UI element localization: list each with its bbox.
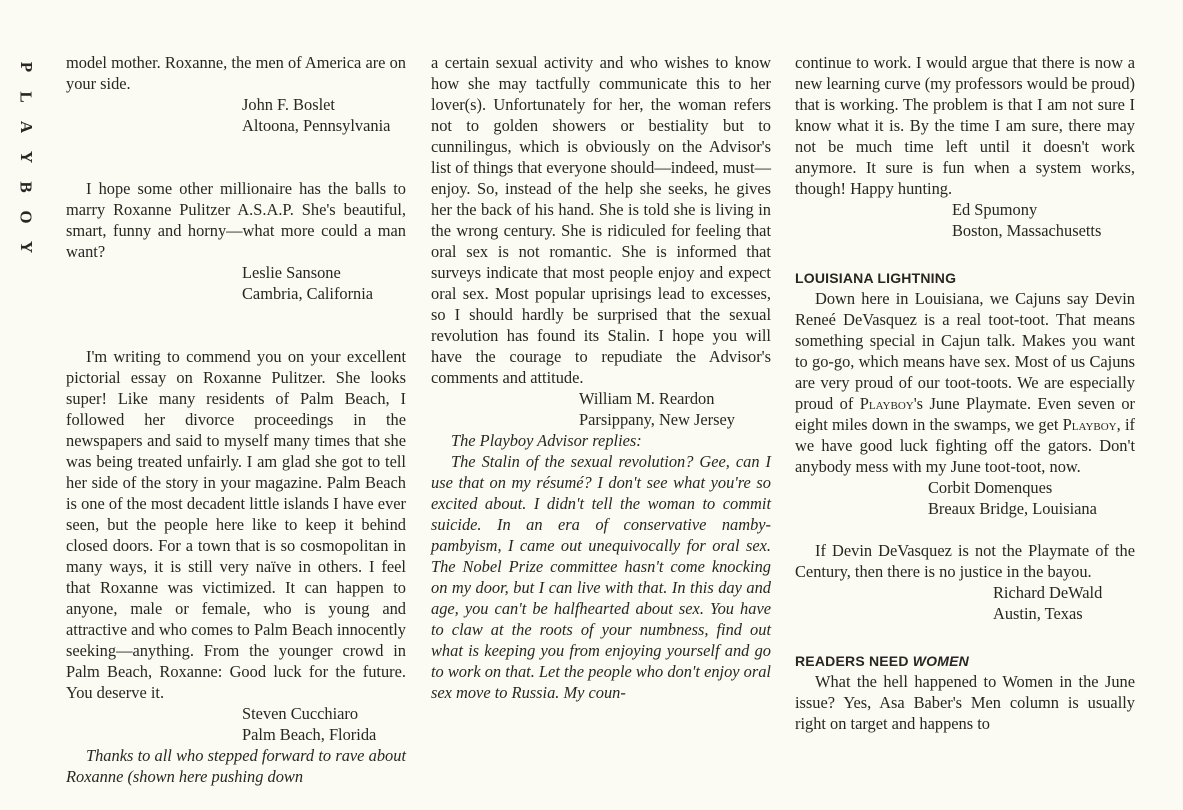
section-heading (795, 651, 1135, 671)
signature-name: Richard DeWald (993, 583, 1103, 602)
signature-name: Steven Cucchiaro (242, 704, 359, 723)
side-tab-letter: B (17, 181, 36, 193)
signature-place: Palm Beach, Florida (242, 725, 377, 744)
signature-name: Ed Spumony (952, 200, 1038, 219)
letter-text: What the hell happened to Women in the June issue? Yes, Asa Baber's Men column is usually right on target and happens to (795, 672, 1135, 733)
letter-text: I'm writing to commend you on your excellent pictorial essay on Roxanne Pulitzer. She looks super! Like many residents of Palm Beach, I followed her divorce proceedings in the newspapers and said to myself many times that she was being treated unfairly. I am glad she got to tell her side of the story in your magazine. Palm Beach is one of the most decadent little islands I have ever seen, but the people here like to keep it behind closed doors. For a town that is so cosmopolitan in many ways, it is still very naïve in others. I feel that Roxanne was victimized. It can happen to anyone, male or female, who is young and attractive and who comes to Palm Beach innocently seeking—anything. From the younger crowd in Palm Beach, Roxanne: Good luck for the future. You deserve it. (66, 347, 407, 702)
column-1 (66, 52, 406, 787)
signature-place: Breaux Bridge, Louisiana (928, 499, 1097, 518)
letter-text: I hope some other millionaire has the balls to marry Roxanne Pulitzer A.S.A.P. She's beautiful, smart, funny and horny—what more could a man want? (66, 179, 406, 261)
side-tab-letter: L (17, 91, 36, 103)
column-2 (431, 52, 771, 703)
signature-name: Leslie Sansone (242, 263, 341, 282)
column-3 (795, 52, 1135, 734)
letter-text: If Devin DeVasquez is not the Playmate of the Century, then there is no justice in the bayou. (795, 541, 1135, 581)
signature-name: William M. Reardon (579, 389, 715, 408)
heading-part: WOMEN (912, 653, 969, 669)
advisor-reply-heading: The Playboy Advisor replies: (451, 431, 642, 450)
letter-text: continue to work. I would argue that there is now a new learning curve (my professors would be proud) that is working. The problem is that I am not sure I know what it is. By the time I am sure, there may not be much time left until it doesn't work anymore. It sure is fun when a system works, though! Happy hunting. (795, 53, 1136, 198)
letter-text-part: , if we have good luck fighting off the gators. Don't anybody mess with my June toot-toot, now. (795, 415, 1135, 476)
side-tab-letter: O (16, 210, 36, 224)
letter-text (795, 288, 1135, 477)
heading-part: READERS NEED (795, 653, 913, 669)
playboy-side-tab (14, 52, 38, 262)
playboy-name: Playboy (1062, 415, 1117, 434)
advisor-reply: The Stalin of the sexual revolution? Gee, can I use that on my résumé? I don't see what you're so excited about. I didn't tell the woman to commit suicide. In an era of conservative namby-pambyism, I came out unequivocally for oral sex. The Nobel Prize committee hasn't come knocking on my door, but I can live with that. In this day and age, you can't be halfhearted about sex. You have to claw at the roots of your numbness, find out what is keeping you from enjoying yourself and go to work on that. Let the people who don't enjoy oral sex move to Russia. My coun- (431, 452, 771, 702)
letter-text-part: Down here in Louisiana, we Cajuns say Devin Reneé DeVasquez is a real toot-toot. That means something special in Cajun talk. Makes you want to go-go, which means have sex. Most of us Cajuns are very proud of our toot-toots. We are especially proud of (795, 289, 1135, 413)
signature-name: John F. Boslet (242, 95, 335, 114)
playboy-name: Playboy (859, 394, 914, 413)
signature-name: Corbit Domenques (928, 478, 1053, 497)
letter-text: a certain sexual activity and who wishes to know how she may tactfully communicate this to her lover(s). Unfortunately for her, the woman refers not to golden showers or bestiality but to cunnilingus, which is obviously on the Advisor's list of things that everyone should—indeed, must—enjoy. So, instead of the help she seeks, he gives her the back of his hand. She is told she is living in the wrong century. She is ridiculed for feeling that oral sex is not romantic. She is informed that surveys indicate that most people enjoy and expect oral sex. Most popular uprisings lead to excesses, so I should hardly be surprised that the sexual revolution has found its Stalin. I hope you will have the courage to repudiate the Advisor's comments and attitude. (431, 53, 771, 387)
letter-text: model mother. Roxanne, the men of America are on your side. (66, 53, 406, 93)
signature-place: Altoona, Pennsylvania (242, 116, 391, 135)
side-tab-letter: A (17, 120, 36, 134)
side-tab-letter: Y (17, 150, 36, 164)
section-heading: LOUISIANA LIGHTNING (795, 270, 957, 286)
side-tab-letter: Y (17, 240, 36, 254)
signature-place: Cambria, California (242, 284, 374, 303)
editor-reply: Thanks to all who stepped forward to rave about Roxanne (shown here pushing down (66, 746, 406, 786)
signature-place: Boston, Massachusetts (952, 221, 1102, 240)
side-tab-letter: P (16, 61, 36, 73)
signature-place: Austin, Texas (993, 604, 1083, 623)
signature-place: Parsippany, New Jersey (579, 410, 735, 429)
letter-text-part: 's June Playmate. Even seven or eight miles down in the swamps, we get (795, 394, 1135, 434)
